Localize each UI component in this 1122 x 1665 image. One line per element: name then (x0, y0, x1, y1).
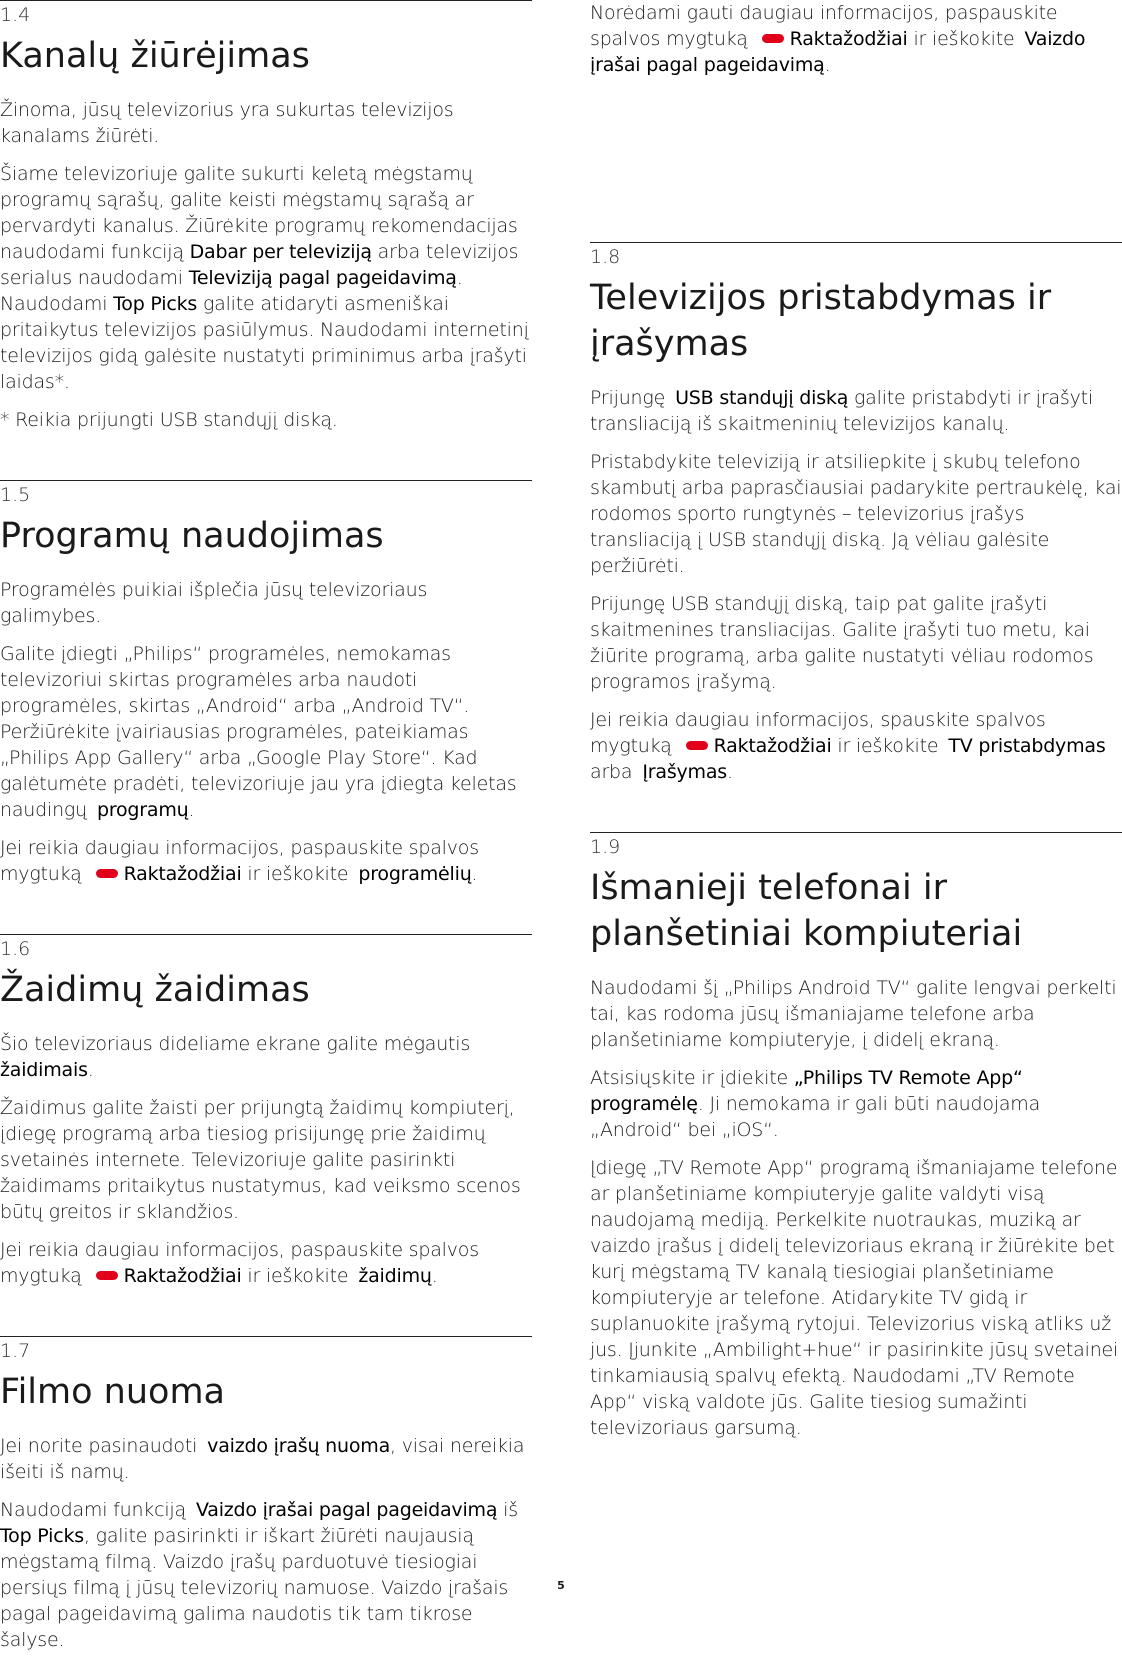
red-color-key-icon (96, 869, 118, 878)
keyword-link[interactable]: programėlių (358, 863, 472, 885)
paragraph: Programėlės puikiai išplečia jūsų televizoriaus galimybes. (0, 579, 428, 627)
section-title: Filmo nuoma (0, 1372, 225, 1412)
section-1-9 (590, 832, 1122, 1453)
keyword: Top Picks (0, 1525, 84, 1547)
keyword: Raktažodžiai (713, 735, 832, 757)
paragraph: Šio televizoriaus dideliame ekrane galite mėgautisžaidimais. (0, 1033, 471, 1081)
keyword-link[interactable]: Vaizdo įrašai pagal pageidavimą (195, 1499, 498, 1521)
section-number: 1.8 (590, 246, 621, 268)
keyword-link[interactable]: TV pristabdymas (948, 735, 1106, 757)
paragraph: Jei reikia daugiau informacijos, spauskite spalvos mygtuką Raktažodžiai ir ieškokite TV pristabdymas arba Įrašymas. (590, 709, 1106, 783)
section-1-7 (0, 1336, 532, 1665)
paragraph: Jei reikia daugiau informacijos, paspauskite spalvos mygtuką Raktažodžiai ir ieškokite žaidimų. (0, 1239, 479, 1287)
paragraph: Įdiegę „TV Remote App“ programą išmaniajame telefone ar planšetiniame kompiuteryje galite valdyti visą naudojamą mediją. Perkelkite nuotraukas, muziką ar vaizdo įrašus į didelį televizoriaus ekraną ir žiūrėkite bet kurį mėgstamą TV kanalą tiesiogiai planšetiniame kompiuteryje ar telefone. Atidarykite TV gidą ir suplanuokite įrašymą rytojui. Televizorius viską atliks už jus. Įjunkite „Ambilight+hue“ ir pasirinkite jūsų svetainei tinkamiausią spalvų efektą. Naudodami „TV Remote App“ viską valdote jūs. Galite tiesiog sumažinti televizoriaus garsumą. (590, 1157, 1119, 1439)
section-title: Išmanieji telefonai ir planšetiniai kompiuteriai (590, 868, 1023, 954)
keyword: Raktažodžiai (789, 28, 908, 50)
paragraph: Pristabdykite televiziją ir atsiliepkite į skubų telefono skambutį arba paprasčiausiai padarykite pertraukėlę, kai rodomos sporto rungtynės – televizorius įrašys transliaciją į USB standųjį diską. Ją vėliau galėsite peržiūrėti. (590, 451, 1122, 577)
section-title: Televizijos pristabdymas ir įrašymas (590, 278, 1052, 364)
section-number: 1.7 (0, 1340, 31, 1362)
section-1-7-continued (590, 0, 1122, 90)
keyword-link[interactable]: Vaizdo įrašai pagal pageidavimą (590, 28, 1086, 76)
page-number: 5 (557, 1579, 565, 1592)
paragraph: Žinoma, jūsų televizorius yra sukurtas televizijos kanalams žiūrėti. (0, 99, 454, 147)
paragraph: Galite įdiegti „Philips“ programėles, nemokamas televizoriui skirtas programėles arba naudoti programėles, skirtas „Android“ arba „Android TV“. Peržiūrėkite įvairiausias programėles, pateikiamas „Philips App Gallery“ arba „Google Play Store“. Kad galėtumėte pradėti, televizoriuje jau yra įdiegta keletas naudingų programų. (0, 643, 517, 821)
keyword: Raktažodžiai (123, 1265, 242, 1287)
section-1-4 (0, 0, 532, 445)
paragraph: Naudodami šį „Philips Android TV“ galite lengvai perkelti tai, kas rodoma jūsų išmaniajame telefone arba planšetiniame kompiuteryje, į didelį ekraną. (590, 977, 1117, 1051)
paragraph: Norėdami gauti daugiau informacijos, paspauskite spalvos mygtuką Raktažodžiai ir ieškokite Vaizdo įrašai pagal pageidavimą. (590, 2, 1086, 76)
section-1-8 (590, 242, 1122, 797)
keyword: „Philips TV Remote App“ programėlę (590, 1067, 1023, 1115)
keyword-link[interactable]: žaidimais (0, 1059, 88, 1081)
footnote: * Reikia prijungti USB standųjį diską. (0, 409, 338, 431)
paragraph: Jei reikia daugiau informacijos, paspauskite spalvos mygtuką Raktažodžiai ir ieškokite programėlių. (0, 837, 479, 885)
keyword-link[interactable]: USB standųjį diską (675, 387, 849, 409)
paragraph: Šiame televizoriuje galite sukurti keletą mėgstamų programų sąrašų, galite keisti mėgstamų sąrašą ar pervardyti kanalus. Žiūrėkite programų rekomendacijas naudodami funkciją Dabar per televiziją arba televizijos serialus naudodami Televiziją pagal pageidavimą. Naudodami Top Picks galite atidaryti asmeniškai pritaikytus televizijos pasiūlymus. Naudodami internetinį televizijos gidą galėsite nustatyti priminimus arba įrašyti laidas*. (0, 163, 529, 393)
red-color-key-icon (96, 1271, 118, 1280)
section-number: 1.4 (0, 4, 31, 26)
keyword: Televiziją pagal pageidavimą (188, 267, 457, 289)
paragraph: Žaidimus galite žaisti per prijungtą žaidimų kompiuterį, įdiegę programą arba tiesiog prisijungę prie žaidimų svetainės internete. Televizoriuje galite pasirinkti žaidimams pritaikytus nustatymus, kad veiksmo scenos būtų greitos ir sklandžios. (0, 1097, 521, 1223)
keyword: Raktažodžiai (123, 863, 242, 885)
section-number: 1.6 (0, 938, 31, 960)
keyword: Dabar per televiziją (189, 241, 372, 263)
paragraph: Prijungę USB standųjį diską galite pristabdyti ir įrašyti transliaciją iš skaitmeninių televizijos kanalų. (590, 387, 1093, 435)
red-color-key-icon (686, 741, 708, 750)
keyword-link[interactable]: Įrašymas (642, 761, 728, 783)
keyword-link[interactable]: vaizdo įrašų nuoma (207, 1435, 391, 1457)
red-color-key-icon (762, 34, 784, 43)
section-1-5 (0, 480, 532, 899)
section-title: Žaidimų žaidimas (0, 970, 310, 1010)
section-title: Programų naudojimas (0, 516, 384, 556)
section-1-6 (0, 934, 532, 1301)
section-number: 1.9 (590, 836, 621, 858)
paragraph: Prijungę USB standųjį diską, taip pat galite įrašyti skaitmenines transliacijas. Galite įrašyti tuo metu, kai žiūrite programą, arba galite nustatyti vėliau rodomos programos įrašymą. (590, 593, 1094, 693)
section-number: 1.5 (0, 484, 31, 506)
keyword-link[interactable]: programų (96, 799, 189, 821)
keyword-link[interactable]: žaidimų (358, 1265, 432, 1287)
paragraph: Atsisiųskite ir įdiekite „Philips TV Remote App“ programėlę. Ji nemokama ir gali būti naudojama „Android“ bei „iOS“. (590, 1067, 1041, 1141)
paragraph: Naudodami funkciją Vaizdo įrašai pagal pageidavimą iš Top Picks, galite pasirinkti ir iškart žiūrėti naujausią mėgstamą filmą. Vaizdo įrašų parduotuvė tiesiogiai persiųs filmą į jūsų televizorių namuose. Vaizdo įrašais pagal pageidavimą galima naudotis tik tam tikrose šalyse. (0, 1499, 518, 1651)
keyword: Top Picks (113, 293, 198, 315)
section-title: Kanalų žiūrėjimas (0, 36, 310, 76)
paragraph: Jei norite pasinaudoti vaizdo įrašų nuoma, visai nereikia išeiti iš namų. (0, 1435, 525, 1483)
